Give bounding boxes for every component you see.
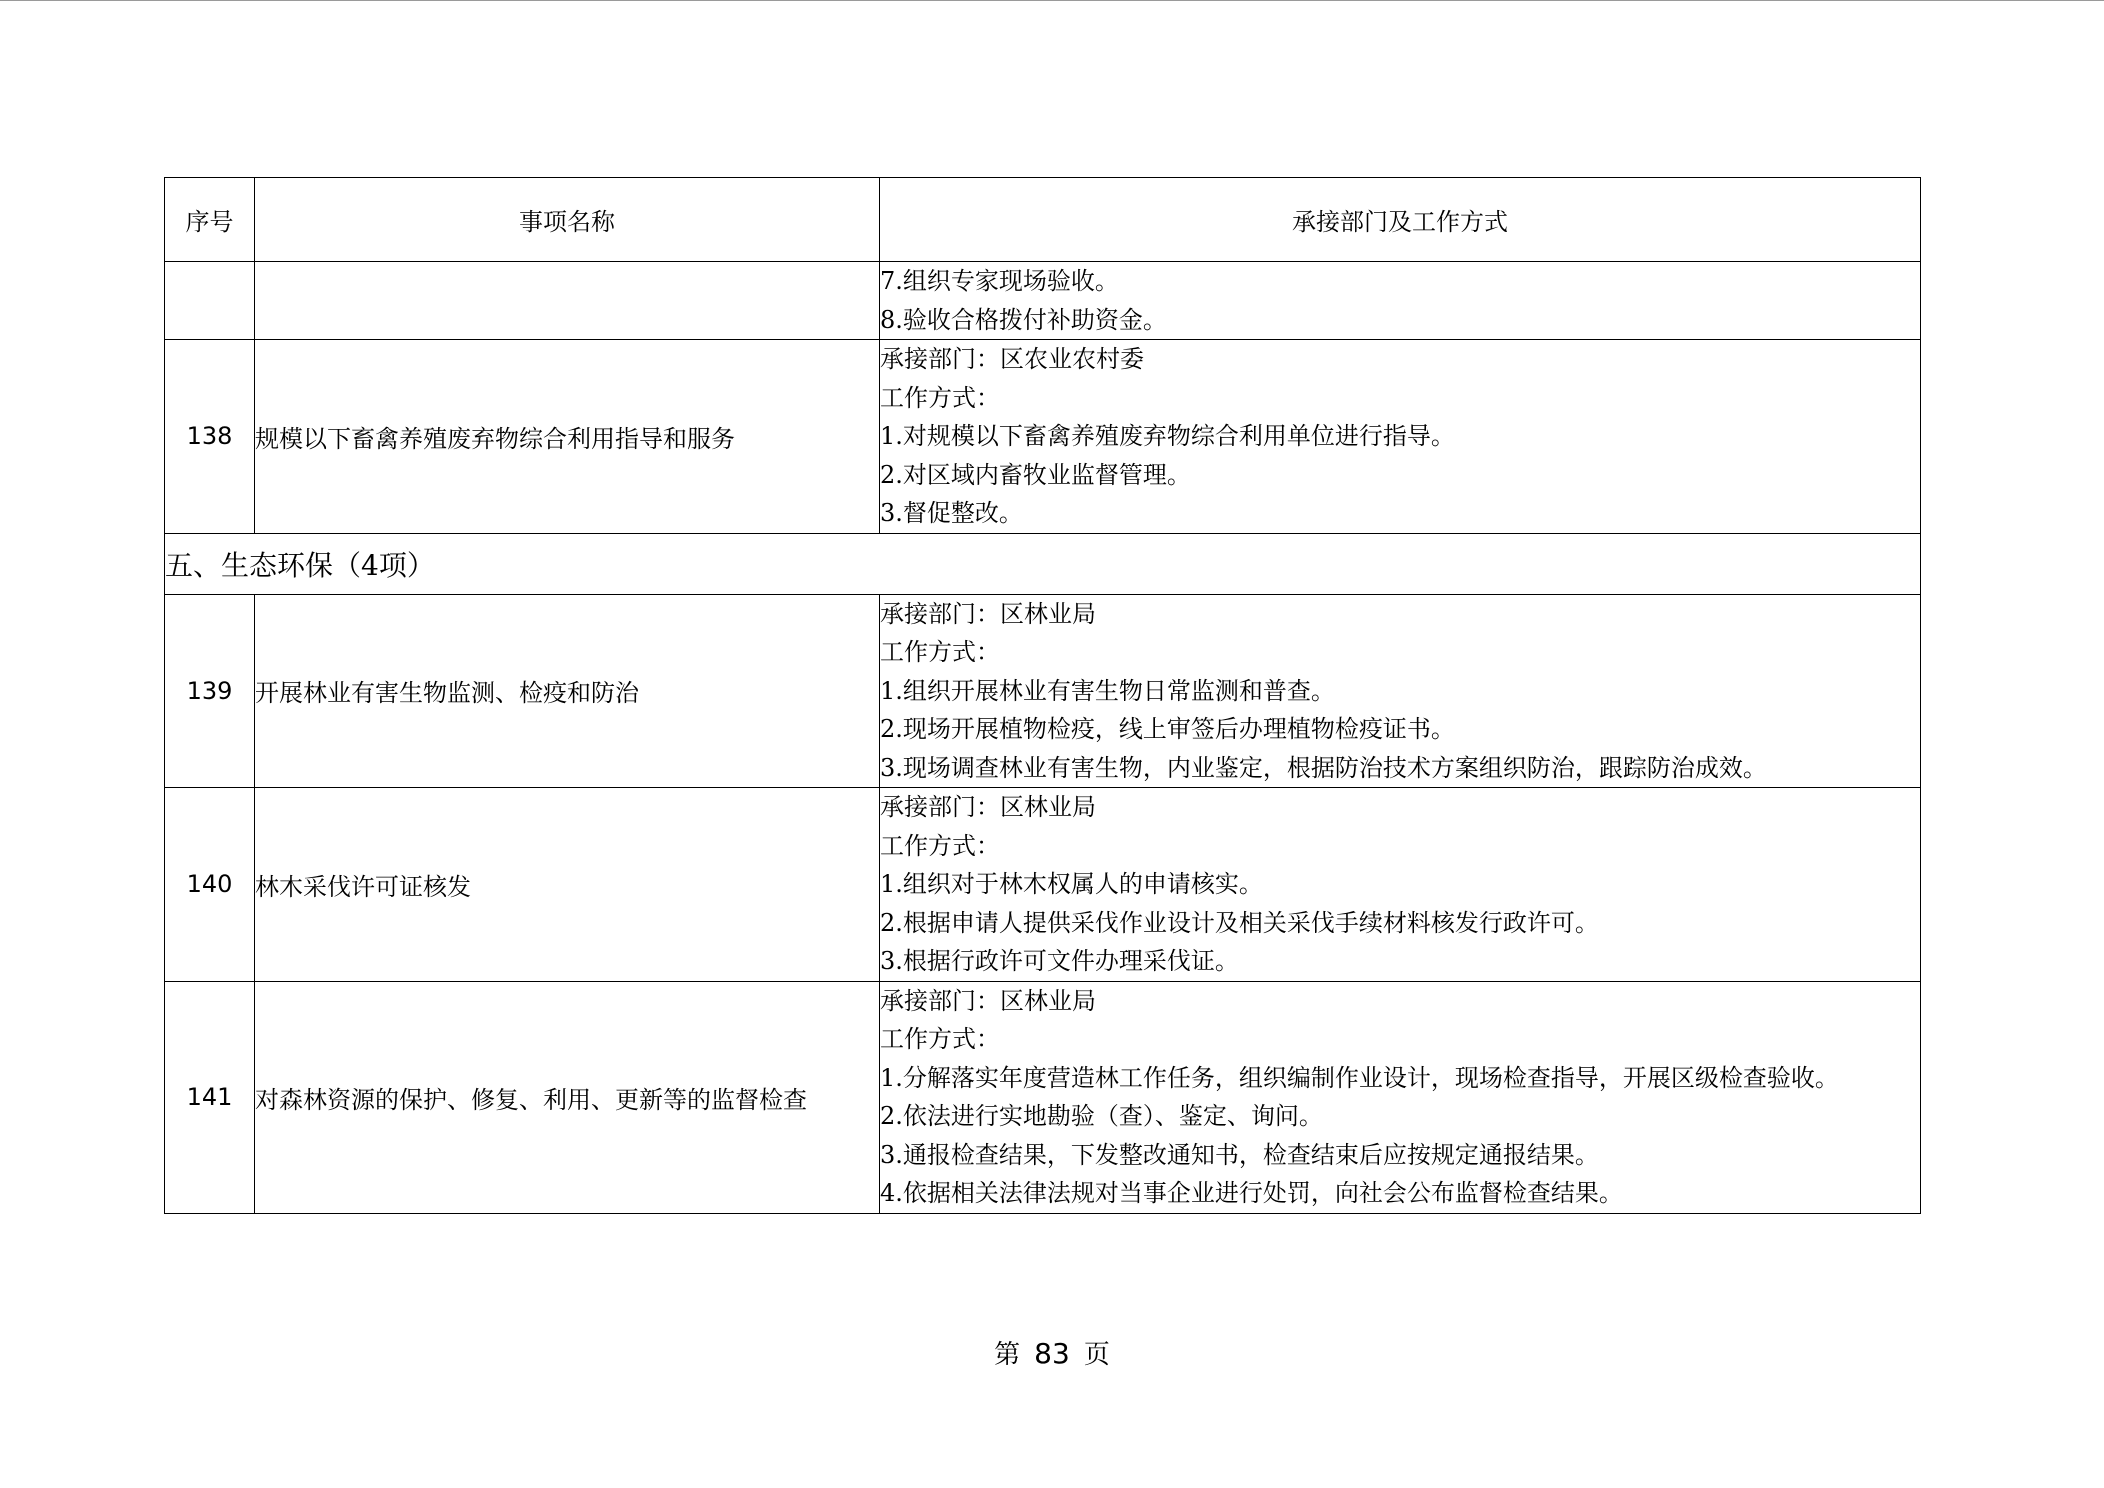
method-line: 3.现场调查林业有害生物，内业鉴定，根据防治技术方案组织防治，跟踪防治成效。 <box>880 753 1767 782</box>
matters-table <box>164 177 1921 1214</box>
page-number: 83 <box>1034 1337 1070 1370</box>
method-line: 4.依据相关法律法规对当事企业进行处罚，向社会公布监督检查结果。 <box>880 1179 1623 1207</box>
row-serial: 139 <box>165 594 255 788</box>
table-row <box>165 981 1921 1213</box>
department-line: 承接部门：区林业局 <box>880 599 1096 628</box>
row-department-method <box>880 594 1921 788</box>
row-item-name: 对森林资源的保护、修复、利用、更新等的监督检查 <box>255 981 880 1213</box>
row-serial: 138 <box>165 340 255 534</box>
table-row <box>165 594 1921 788</box>
department-line: 承接部门：区林业局 <box>880 793 1096 821</box>
row-serial: 141 <box>165 981 255 1213</box>
method-line: 8.验收合格拨付补助资金。 <box>880 305 1167 334</box>
row-item-name: 林木采伐许可证核发 <box>255 788 880 982</box>
method-line: 7.组织专家现场验收。 <box>880 267 1119 295</box>
table-header-row <box>165 178 1921 262</box>
method-line: 1.分解落实年度营造林工作任务，组织编制作业设计，现场检查指导，开展区级检查验收。 <box>880 1063 1839 1092</box>
header-serial: 序号 <box>165 178 255 262</box>
method-line: 3.根据行政许可文件办理采伐证。 <box>880 947 1239 975</box>
method-line: 3.通报检查结果，下发整改通知书，检查结束后应按规定通报结果。 <box>880 1140 1599 1169</box>
header-item-name: 事项名称 <box>255 178 880 262</box>
method-heading-line: 工作方式： <box>880 638 1000 666</box>
row-serial: 140 <box>165 788 255 982</box>
section-row <box>165 533 1921 594</box>
page-footer <box>0 1334 2104 1371</box>
row-serial <box>165 262 255 340</box>
department-line: 承接部门：区林业局 <box>880 986 1096 1015</box>
method-line: 2.对区域内畜牧业监督管理。 <box>880 460 1191 489</box>
method-line: 2.依法进行实地勘验（查）、鉴定、询问。 <box>880 1102 1323 1130</box>
method-line: 1.组织对于林木权属人的申请核实。 <box>880 870 1263 898</box>
table-row <box>165 262 1921 340</box>
page-top-rule <box>0 0 2104 1</box>
row-department-method <box>880 340 1921 534</box>
row-item-name: 规模以下畜禽养殖废弃物综合利用指导和服务 <box>255 340 880 534</box>
page-suffix: 页 <box>1083 1340 1110 1370</box>
header-department-method: 承接部门及工作方式 <box>880 178 1921 262</box>
row-item-name <box>255 262 880 340</box>
row-department-method <box>880 788 1921 982</box>
method-line: 2.现场开展植物检疫，线上审签后办理植物检疫证书。 <box>880 715 1455 743</box>
method-line: 1.组织开展林业有害生物日常监测和普查。 <box>880 676 1335 705</box>
method-heading-line: 工作方式： <box>880 831 1000 860</box>
row-item-name: 开展林业有害生物监测、检疫和防治 <box>255 594 880 788</box>
row-department-method <box>880 262 1921 340</box>
row-department-method <box>880 981 1921 1213</box>
section-title: 五、生态环保（4项） <box>165 533 1921 594</box>
table-row <box>165 340 1921 534</box>
method-line: 2.根据申请人提供采伐作业设计及相关采伐手续材料核发行政许可。 <box>880 908 1599 937</box>
table-row <box>165 788 1921 982</box>
method-line: 1.对规模以下畜禽养殖废弃物综合利用单位进行指导。 <box>880 422 1455 450</box>
method-heading-line: 工作方式： <box>880 1025 1000 1053</box>
page-prefix: 第 <box>994 1340 1021 1370</box>
method-heading-line: 工作方式： <box>880 383 1000 412</box>
department-line: 承接部门：区农业农村委 <box>880 345 1144 373</box>
method-line: 3.督促整改。 <box>880 499 1023 527</box>
